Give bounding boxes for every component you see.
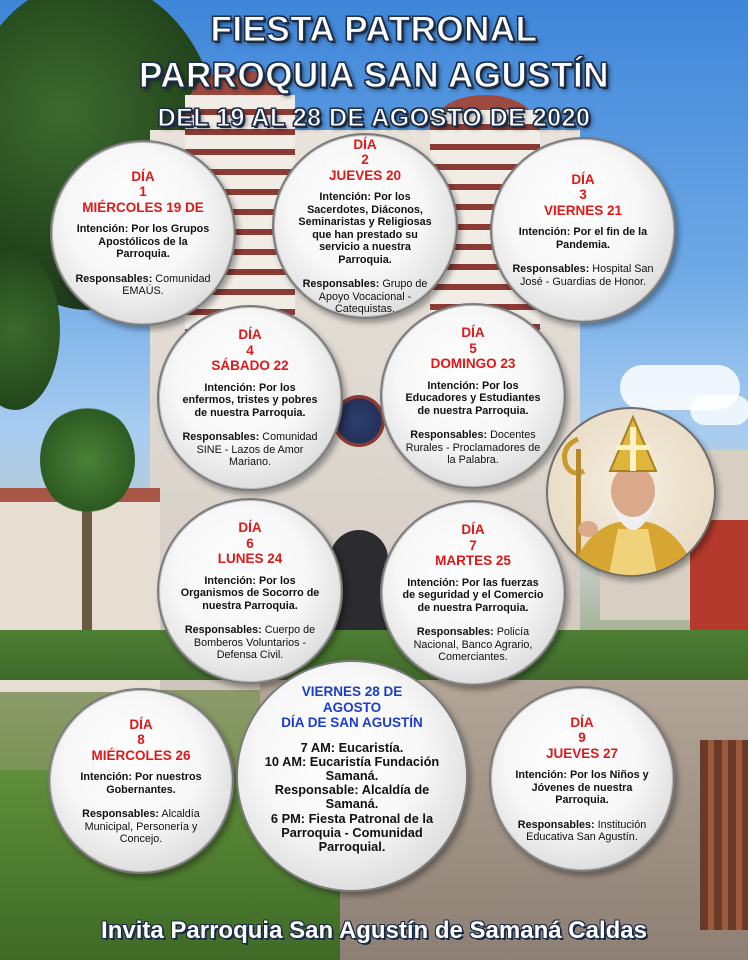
schedule-line: Responsable: Alcaldía de <box>274 782 430 798</box>
day-responsables: Responsables: Institución Educativa San Agustín. <box>517 818 647 843</box>
schedule-line: Parroquial. <box>318 838 386 854</box>
day-number: 3 <box>579 187 587 203</box>
day-responsables: Responsables: Hospital San José - Guardias de Honor. <box>512 263 654 288</box>
day-responsables: Responsables: Comunidad SINE - Lazos de Amor Mariano. <box>182 431 318 469</box>
day-2-circle <box>272 133 458 319</box>
day-number: 1 <box>139 184 147 199</box>
poster-subtitle: PARROQUIA SAN AGUSTÍN <box>138 56 610 95</box>
day-label: DÍA <box>238 327 262 343</box>
day-responsables: Responsables: Comunidad EMAÚS. <box>75 272 211 297</box>
day-intention: Intención: Por el fin de la Pandemia. <box>518 226 648 251</box>
day-number: 9 <box>578 730 586 745</box>
day-5-circle <box>380 303 566 489</box>
day-intention: Intención: Por los Niños y Jóvenes de nuestra Parroquia. <box>515 769 649 806</box>
day-date: JUEVES 27 <box>545 745 619 761</box>
schedule-line: 6 PM: Fiesta Patronal de la <box>270 810 434 826</box>
day-label: DÍA <box>570 714 594 730</box>
day-date: JUEVES 20 <box>328 167 402 183</box>
day-date: MARTES 25 <box>435 553 511 569</box>
day-intention: Intención: Por nuestros Gobernantes. <box>80 771 202 796</box>
schedule-line: 10 AM: Eucaristía Fundación <box>264 753 440 769</box>
day-label: DÍA <box>571 171 595 187</box>
day-intention: Intención: Por las fuerzas de seguridad y el Comercio de nuestra Parroquia. <box>402 576 544 614</box>
saint-illustration <box>548 409 716 577</box>
day-number: 4 <box>246 342 254 358</box>
day-responsables: Responsables: Policía Nacional, Banco Agrario, Comerciantes. <box>413 626 533 664</box>
day-number: 7 <box>469 537 477 553</box>
final-day-heading: DÍA DE SAN AGUSTÍN <box>281 715 423 730</box>
schedule-line: Samaná. <box>325 796 379 812</box>
cloud <box>690 395 748 425</box>
day-label: DÍA <box>129 716 153 732</box>
day-label: DÍA <box>461 522 485 538</box>
poster-title: FIESTA PATRONAL <box>210 10 538 49</box>
day-label: DÍA <box>238 520 262 536</box>
day-number: 5 <box>469 340 477 356</box>
day-intention: Intención: Por los Organismos de Socorro de nuestra Parroquia. <box>180 574 320 612</box>
fence <box>700 740 748 930</box>
day-number: 2 <box>361 152 369 167</box>
day-date: DOMINGO 23 <box>430 356 516 372</box>
day-8-circle <box>48 688 234 874</box>
poster-dates: DEL 19 AL 28 DE AGOSTO DE 2020 <box>157 104 591 132</box>
san-agustin-portrait <box>546 407 716 577</box>
palm-tree <box>40 405 135 515</box>
day-responsables: Responsables: Alcaldía Municipal, Personería y Concejo. <box>82 808 200 845</box>
day-date: MIÉRCOLES 19 DE <box>82 199 204 215</box>
day-number: 8 <box>137 732 145 747</box>
final-day-heading: VIERNES 28 DE <box>301 684 403 699</box>
day-1-circle <box>50 140 236 326</box>
day-label: DÍA <box>131 168 155 184</box>
schedule-line: Samaná. <box>325 767 379 783</box>
day-date: VIERNES 21 <box>543 202 623 218</box>
day-label: DÍA <box>461 325 485 341</box>
final-day-heading: AGOSTO <box>322 699 382 715</box>
day-intention: Intención: Por los Grupos Apostólicos de la Parroquia. <box>76 223 210 260</box>
day-date: LUNES 24 <box>217 551 283 567</box>
day-responsables: Responsables: Grupo de Apoyo Vocacional - Catequistas. <box>302 278 428 315</box>
day-date: SÁBADO 22 <box>211 358 289 374</box>
day-number: 6 <box>246 535 254 551</box>
day-9-circle <box>489 686 675 872</box>
final-day-circle <box>236 660 468 892</box>
day-label: DÍA <box>353 136 377 152</box>
day-responsables: Responsables: Cuerpo de Bomberos Voluntarios - Defensa Civil. <box>184 624 316 662</box>
day-6-circle <box>157 498 343 684</box>
day-responsables: Responsables: Docentes Rurales - Proclamadores de la Palabra. <box>405 429 541 467</box>
day-4-circle <box>157 305 343 491</box>
day-intention: Intención: Por los enfermos, tristes y pobres de nuestra Parroquia. <box>182 381 318 419</box>
schedule-line: 7 AM: Eucaristía. <box>300 739 404 755</box>
footer-invitation: Invita Parroquia San Agustín de Samaná Caldas <box>101 917 647 944</box>
day-intention: Intención: Por los Sacerdotes, Diáconos, Seminaristas y Religiosas que han prestado su servicio a nuestra Parroquia. <box>298 191 432 266</box>
day-date: MIÉRCOLES 26 <box>91 747 191 763</box>
day-3-circle <box>490 137 676 323</box>
day-7-circle <box>380 500 566 686</box>
schedule-line: Parroquia - Comunidad <box>281 824 423 840</box>
day-intention: Intención: Por los Educadores y Estudiantes de nuestra Parroquia. <box>405 379 541 417</box>
